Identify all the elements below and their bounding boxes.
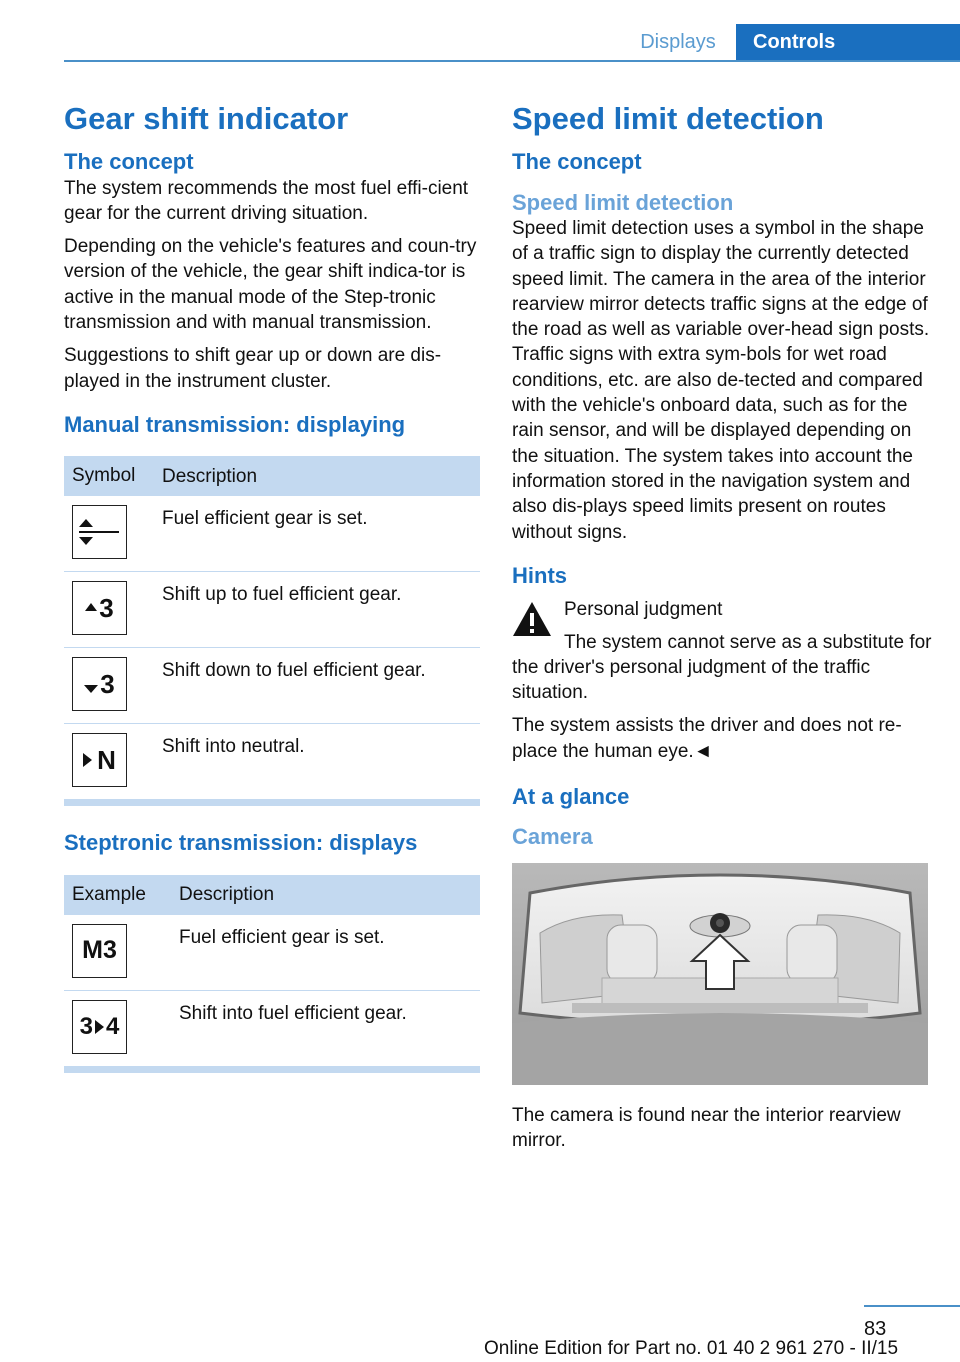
concept-heading-left: The concept — [64, 149, 194, 175]
speed-limit-paragraph: Speed limit detection uses a symbol in the shape of a traffic sign to display the currently detected speed limit. The camera in the area of the interior rearview mirror detects traffic signs at the edge of the road as well as variable over-head sign posts. Traffic signs with extra sym-bols for wet road conditions, etc. are also de-tected and compared with the vehicle's onboard data, such as for the rain sensor, and will be displayed depending on the situation. The system takes into account the information stored in the navigation system and also dis-plays speed limits present on routes without signs. — [512, 217, 930, 543]
concept-paragraph-1: The system recommends the most fuel effi-cient gear for the current driving situation. — [64, 177, 469, 224]
row-description: Shift into fuel efficient gear. — [179, 1002, 407, 1024]
tab-controls[interactable]: Controls — [736, 24, 960, 61]
steptronic-heading: Steptronic transmission: displays — [64, 830, 418, 856]
manual-transmission-heading: Manual transmission: displaying — [64, 411, 406, 437]
row-description: Fuel efficient gear is set. — [162, 508, 368, 530]
row-description: Shift into neutral. — [162, 736, 305, 758]
shift-neutral-icon: N — [72, 733, 127, 787]
warning-icon — [512, 601, 552, 637]
gear-set-icon — [72, 505, 127, 559]
camera-location-illustration — [512, 863, 928, 1085]
m3-icon: M3 — [72, 924, 127, 978]
concept-paragraph-3: Suggestions to shift gear up or down are dis-played in the instrument cluster. — [64, 345, 442, 392]
header-divider — [64, 60, 960, 62]
steptronic-table — [64, 875, 480, 1073]
table-header — [64, 456, 480, 496]
shift-3-to-4-icon: 3 4 — [72, 1000, 127, 1054]
row-description: Shift up to fuel efficient gear. — [162, 584, 402, 606]
row-description: Shift down to fuel efficient gear. — [162, 660, 426, 682]
right-column — [512, 96, 932, 1153]
column-header-example: Example — [72, 883, 146, 905]
table-row — [64, 915, 480, 991]
table-header — [64, 875, 480, 915]
warning-note — [512, 597, 932, 705]
table-row — [64, 572, 480, 648]
camera-caption: The camera is found near the interior rearview mirror. — [512, 1104, 901, 1152]
hints-paragraph: The system assists the driver and does not re-place the human eye.◄ — [512, 715, 902, 762]
table-row — [64, 991, 480, 1067]
table-footer-bar — [64, 1067, 480, 1073]
column-header-symbol: Symbol — [72, 465, 136, 487]
manual-transmission-table — [64, 456, 480, 806]
shift-up-3-icon: 3 — [72, 581, 127, 635]
table-row — [64, 496, 480, 572]
at-a-glance-heading: At a glance — [512, 784, 630, 809]
column-header-description: Description — [162, 465, 258, 487]
left-column — [64, 96, 480, 1073]
gear-shift-title: Gear shift indicator — [64, 101, 349, 136]
footer-divider — [864, 1305, 960, 1307]
concept-heading-right: The concept — [512, 149, 642, 175]
shift-down-3-icon: 3 — [72, 657, 127, 711]
warning-text: The system cannot serve as a substitute for the driver's personal judgment of the traffic situation. — [512, 631, 932, 704]
table-footer-bar — [64, 800, 480, 806]
page-number: 83 — [864, 1318, 887, 1340]
tab-displays[interactable]: Displays — [640, 31, 716, 53]
row-description: Fuel efficient gear is set. — [179, 926, 385, 948]
camera-heading: Camera — [512, 824, 593, 850]
table-row — [64, 648, 480, 724]
table-row — [64, 724, 480, 800]
hints-heading: Hints — [512, 562, 567, 588]
edition-footer: Online Edition for Part no. 01 40 2 961 270 - II/15 — [484, 1338, 899, 1359]
column-header-description: Description — [179, 884, 275, 906]
speed-limit-title: Speed limit detection — [512, 101, 824, 136]
concept-paragraph-2: Depending on the vehicle's features and coun-try version of the vehicle, the gear shift indica-tor is active in the manual mode of the Step-tronic transmission and with manual transmission. — [64, 236, 477, 334]
warning-title: Personal judgment — [564, 599, 723, 621]
speed-limit-subheading: Speed limit detection — [512, 189, 734, 215]
page-header — [0, 0, 960, 62]
